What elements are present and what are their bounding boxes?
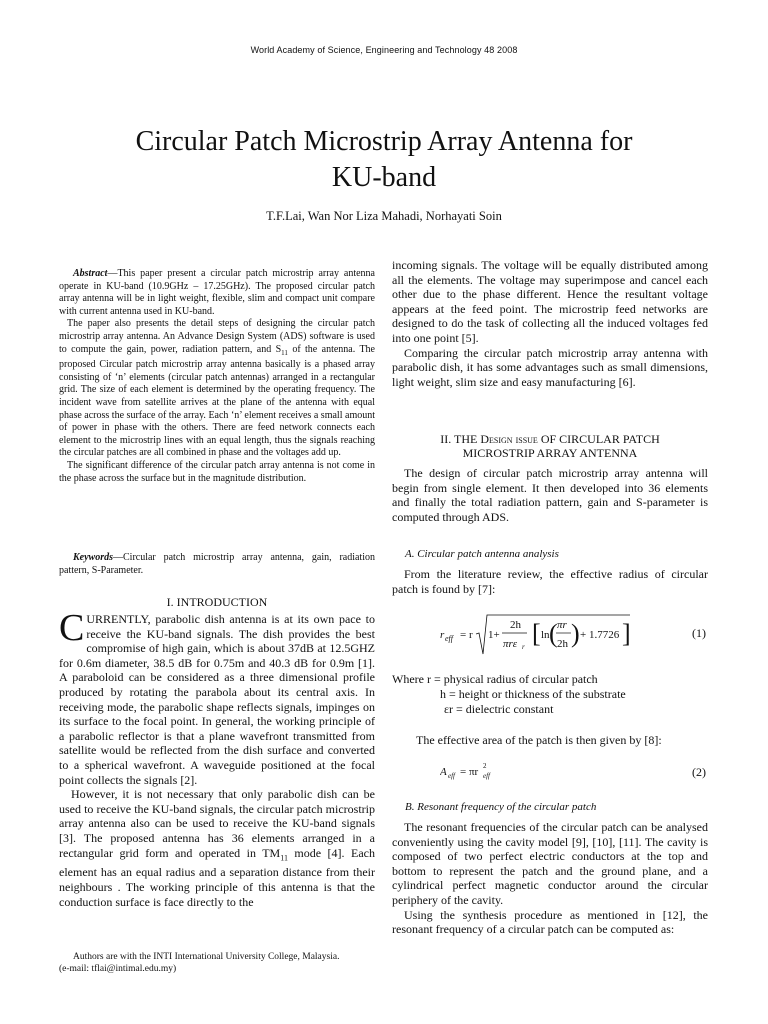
- effective-radius-intro: [392, 567, 708, 596]
- right-paragraph-1: incoming signals. The voltage will be equally distributed among all the elements. The voltage may superimpose and cancel each other due to the phase different. Hence the resultant voltage appears at the feed point. The microstrip feed networks are designed to do the task of collecting all the induced voltages fed into one point [5].: [392, 258, 708, 345]
- equation-2: [440, 758, 540, 782]
- section-heading-line-1: [392, 432, 708, 446]
- svg-text:r: r: [440, 629, 445, 641]
- abstract-paragraph-2: [59, 318, 375, 460]
- svg-text:): ): [571, 619, 580, 648]
- paper-title: [80, 124, 688, 196]
- title-line-2: KU-band: [331, 162, 437, 193]
- definition-h: h = height or thickness of the substrate: [440, 687, 626, 701]
- abstract-paragraph-1: [59, 268, 375, 318]
- title-line-1: Circular Patch Microstrip Array Antenna for: [135, 126, 633, 157]
- drop-cap: C: [59, 607, 85, 649]
- section-heading-design-issue: [392, 432, 708, 460]
- author-list: T.F.Lai, Wan Nor Liza Mahadi, Norhayati Soin: [266, 209, 502, 223]
- intro-text-2a: However, it is not necessary that only parabolic dish can be used to receive the KU-band signals, the circular patch microstrip array antenna also can be used to receive the KU-band signals [3]. The proposed antenna has 36 elements arranged in a rectangular grid form and operated in TM: [59, 787, 375, 860]
- abstract-text-2b: of the antenna. The proposed Circular patch microstrip array antenna basically is a phased array consisting of ‘n’ elements (circular patch antennas) arranged in a rectangular grid. The size of each element is determined by the operating frequency. The incident wave from satellite arrives at the plane of the antenna with equal phase across the surface of the array. Each ‘n’ element receives a small amount of power in phase with the others. There are feed network connects each element to the microstrip lines with an equal length, thus the signals reaching the circular patches are all combined in phase and the voltages add up.: [59, 343, 375, 459]
- svg-text:[: [: [532, 619, 541, 648]
- equation-2-number: (2): [692, 765, 706, 779]
- right-intro-continued: [392, 258, 708, 389]
- abstract-section: [59, 268, 375, 485]
- sec2-small-caps: Design issue: [480, 432, 538, 446]
- svg-text:πrε: πrε: [503, 638, 518, 650]
- svg-text:eff: eff: [448, 772, 455, 780]
- equation-1: [440, 612, 640, 662]
- footnote: [59, 951, 375, 975]
- footnote-line-1: Authors are with the INTI International University College, Malaysia.: [73, 952, 340, 962]
- right-paragraph-2: Comparing the circular patch microstrip array antenna with parabolic dish, it has some advantages such as small dimensions, light weight, slim size and easy manufacturing [6].: [392, 345, 708, 389]
- subsection-heading-a: A. Circular patch antenna analysis: [405, 548, 559, 560]
- svg-text:(: (: [549, 619, 558, 648]
- section-heading-line-2: MICROSTRIP ARRAY ANTENNA: [462, 446, 638, 460]
- svg-text:eff: eff: [445, 634, 453, 643]
- intro-subscript: 11: [280, 852, 288, 862]
- resonant-frequency-body: [392, 820, 708, 937]
- abstract-text-2a: The paper also presents the detail steps of designing the circular patch microstrip array antenna. An Advance Design System (ADS) software is used to compute the gain, power, radiation pattern, and S: [59, 318, 375, 355]
- resonant-paragraph-1: The resonant frequencies of the circular patch can be analysed conveniently using the cavity model [9], [10], [11]. The cavity is composed of two perfect electric conductors at the top and bottom to represent the patch and the ground plane, and a cylindrical perfect magnetic conductor around the circular periphery of the cavity.: [392, 820, 708, 907]
- intro-paragraph-2: [59, 787, 375, 909]
- footnote-line-2: (e-mail: tflai@intimal.edu.my): [59, 964, 177, 974]
- definition-epsilon: εr = dielectric constant: [444, 702, 554, 716]
- svg-text:= πr: = πr: [460, 766, 479, 778]
- running-header: World Academy of Science, Engineering and Technology 48 2008: [250, 45, 518, 55]
- svg-text:πr: πr: [557, 619, 567, 631]
- intro-text-1: URRENTLY, parabolic dish antenna is at its own pace to receive the KU-band signals. The dish provides the best compromise of high gain, which is about 37dB at 12.5GHZ for 0.6m diameter, 38.5 dB for 0.75m and 40.3 dB for 0.9m [1]. A paraboloid can be considered as a three dimensional profile produced by rotating the parabola about its central axis. In receiving mode, the parabolic shape reflects signals, impinges on its surface to the focal point. In general, the working principle of a parabolic reflector is that a plane wavefront transmitted from satellite would be reflected from the dish surface and converted to a spherical wavefront. A waveguide positioned at the focal point collects the signals [2].: [59, 612, 375, 787]
- keywords-label: Keywords: [73, 552, 113, 563]
- svg-text:ln: ln: [541, 629, 550, 641]
- abstract-subscript: 11: [281, 348, 288, 357]
- abstract-paragraph-3: The significant difference of the circular patch array antenna is not come in the phase across the surface but in the magnitude distribution.: [59, 459, 375, 484]
- keywords-dash: —: [113, 552, 123, 563]
- effective-area-intro: [392, 733, 708, 748]
- svg-text:2h: 2h: [557, 638, 568, 650]
- sec2-rest: OF CIRCULAR PATCH: [537, 432, 660, 446]
- svg-text:eff: eff: [483, 772, 490, 780]
- introduction-body: [59, 607, 375, 909]
- abstract-label: Abstract: [73, 268, 108, 279]
- variable-definitions: [392, 672, 708, 717]
- svg-text:= r: = r: [460, 629, 473, 641]
- effective-radius-paragraph: From the literature review, the effective radius of circular patch is found by [7]:: [392, 567, 708, 596]
- keywords-text: Circular patch microstrip array antenna, gain, radiation pattern, S-Parameter.: [59, 552, 375, 576]
- sec2-numeral: II. THE: [440, 432, 481, 446]
- svg-text:A: A: [440, 766, 447, 778]
- svg-text:1+: 1+: [488, 629, 500, 641]
- svg-text:r: r: [522, 643, 525, 651]
- intro-text-2b: mode [4]. Each element has an equal radius and a separation distance from their neighbours . The working principle of this antenna is that the conduction surface is face directly to the: [59, 845, 375, 909]
- definition-r: Where r = physical radius of circular patch: [392, 672, 598, 686]
- svg-text:2h: 2h: [510, 619, 521, 631]
- svg-text:+ 1.7726: + 1.7726: [580, 629, 620, 641]
- effective-area-paragraph: The effective area of the patch is then given by [8]:: [416, 733, 662, 747]
- subsection-heading-b: B. Resonant frequency of the circular patch: [405, 801, 597, 813]
- keywords-paragraph: [59, 552, 375, 577]
- intro-paragraph-1: [59, 607, 375, 787]
- design-intro: [392, 466, 708, 524]
- section-heading-introduction: I. INTRODUCTION: [166, 595, 268, 609]
- abstract-dash: —: [107, 268, 118, 279]
- abstract-text-1: This paper present a circular patch microstrip array antenna operate in KU-band (10.9GHz – 17.25GHz). The proposed circular patch array antenna will be in light weight, flexible, slim and compact unit compare with current antenna used in KU-band.: [59, 268, 375, 317]
- resonant-paragraph-2: Using the synthesis procedure as mentioned in [12], the resonant frequency of a circular patch can be computed as:: [392, 907, 708, 937]
- equation-1-number: (1): [692, 626, 706, 640]
- svg-text:]: ]: [622, 619, 631, 648]
- keywords-section: [59, 552, 375, 577]
- svg-text:2: 2: [483, 762, 487, 770]
- design-paragraph: The design of circular patch microstrip array antenna will begin from single element. It then developed into 36 elements and finally the total radiation pattern, gain and S-parameter is computed through ADS.: [392, 466, 708, 524]
